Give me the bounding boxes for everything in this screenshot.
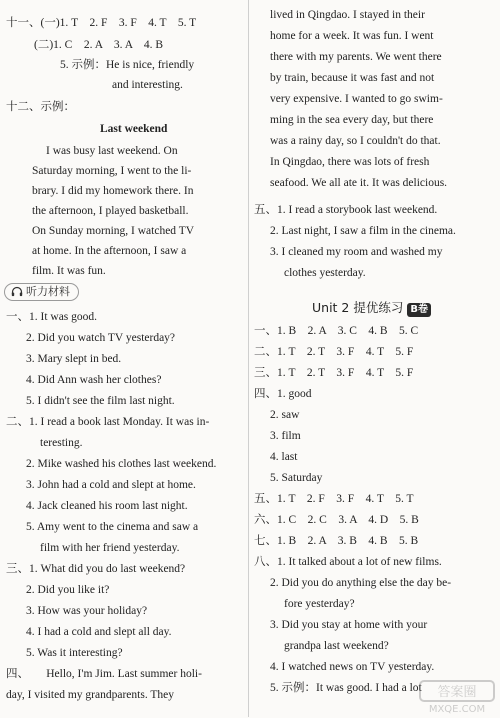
passage-line: In Qingdao, there was lots of fresh — [270, 156, 430, 168]
site-watermark — [418, 679, 496, 715]
script-line: 5. Amy went to the cinema and saw a — [26, 521, 199, 533]
answer-line: 5. 示例：He is nice, friendly — [60, 59, 195, 71]
script-line: 四、 Hello, I'm Jim. Last summer holi- — [6, 668, 202, 680]
script-line: 3. Mary slept in bed. — [26, 353, 122, 365]
answer-line: 3. I cleaned my room and washed my — [270, 246, 443, 258]
watermark-logo-icon — [418, 679, 496, 715]
passage-line: very expensive. I wanted to go swim- — [270, 93, 443, 105]
passage-line: was a rainy day, so I couldn't do that. — [270, 135, 441, 147]
script-line: 5. I didn't see the film last night. — [26, 395, 175, 407]
answer-line: grandpa last weekend? — [284, 640, 389, 652]
answer-line: 2. saw — [270, 409, 300, 421]
answer-line: clothes yesterday. — [284, 267, 366, 279]
answer-line: 5. 示例：It was good. I had a lot — [270, 682, 422, 694]
essay-line: at home. In the afternoon, I saw a — [32, 245, 187, 257]
script-line: 二、1. I read a book last Monday. It was in- — [6, 416, 210, 428]
unit-badge: B卷 — [407, 303, 431, 317]
script-line: 3. John had a cold and slept at home. — [26, 479, 196, 491]
answer-line: and interesting. — [112, 79, 183, 91]
answer-line: 五、1. I read a storybook last weekend. — [254, 204, 438, 216]
answer-line: 八、1. It talked about a lot of new films. — [254, 556, 442, 568]
script-line: film with her friend yesterday. — [40, 542, 180, 554]
answer-line: 四、1. good — [254, 388, 312, 400]
answer-line: 3. film — [270, 430, 301, 442]
answer-line: 七、1. B 2. A 3. B 4. B 5. B — [254, 535, 419, 547]
section-heading: 十二、示例： — [6, 101, 75, 113]
script-line: teresting. — [40, 437, 83, 449]
script-line: 2. Did you watch TV yesterday? — [26, 332, 176, 344]
passage-line: by train, because it was fast and not — [270, 72, 435, 84]
answer-line: 五、1. T 2. F 3. F 4. T 5. T — [254, 493, 414, 505]
answer-line: 2. Did you do anything else the day be- — [270, 577, 452, 589]
listening-label-text: 听力材料 — [26, 285, 70, 298]
answer-line: (二)1. C 2. A 3. A 4. B — [34, 39, 164, 51]
script-line: day, I visited my grandparents. They — [6, 689, 174, 701]
script-line: 4. Did Ann wash her clothes? — [26, 374, 162, 386]
column-divider — [248, 0, 249, 717]
answer-line: 十一、(一)1. T 2. F 3. F 4. T 5. T — [6, 17, 197, 29]
script-line: 4. I had a cold and slept all day. — [26, 626, 172, 638]
essay-line: the afternoon, I played basketball. — [32, 205, 189, 217]
answer-line: 5. Saturday — [270, 472, 323, 484]
unit-title-text: Unit 2 提优练习 — [312, 300, 404, 315]
answer-line: 2. Last night, I saw a film in the cinema. — [270, 225, 456, 237]
script-line: 一、1. It was good. — [6, 311, 98, 323]
script-line: 4. Jack cleaned his room last night. — [26, 500, 188, 512]
essay-line: I was busy last weekend. On — [46, 145, 178, 157]
passage-line: seafood. We all ate it. It was delicious. — [270, 177, 448, 189]
answer-line: fore yesterday? — [284, 598, 355, 610]
script-line: 2. Mike washed his clothes last weekend. — [26, 458, 217, 470]
answer-line: 三、1. T 2. T 3. F 4. T 5. F — [254, 367, 414, 379]
essay-title: Last weekend — [100, 123, 168, 135]
essay-line: On Sunday morning, I watched TV — [32, 225, 195, 237]
passage-line: lived in Qingdao. I stayed in their — [270, 9, 425, 21]
answer-line: 一、1. B 2. A 3. C 4. B 5. C — [254, 325, 419, 337]
script-line: 三、1. What did you do last weekend? — [6, 563, 186, 575]
listening-material-label — [4, 283, 79, 301]
passage-line: home for a week. It was fun. I went — [270, 30, 434, 42]
script-line: 2. Did you like it? — [26, 584, 110, 596]
svg-text:MXQE.COM: MXQE.COM — [428, 704, 486, 715]
answer-line: 4. I watched news on TV yesterday. — [270, 661, 435, 673]
answer-line: 六、1. C 2. C 3. A 4. D 5. B — [254, 514, 419, 526]
headphones-icon — [11, 286, 23, 297]
svg-text:答案圈: 答案圈 — [437, 685, 477, 700]
script-line: 5. Was it interesting? — [26, 647, 123, 659]
passage-line: there with my parents. We went there — [270, 51, 442, 63]
answer-line: 3. Did you stay at home with your — [270, 619, 428, 631]
essay-line: film. It was fun. — [32, 265, 106, 277]
essay-line: Saturday morning, I went to the li- — [32, 165, 192, 177]
answer-line: 4. last — [270, 451, 298, 463]
unit-title — [312, 298, 431, 317]
answer-line: 二、1. T 2. T 3. F 4. T 5. F — [254, 346, 414, 358]
essay-line: brary. I did my homework there. In — [32, 185, 194, 197]
passage-line: ming in the sea every day, but there — [270, 114, 434, 126]
script-line: 3. How was your holiday? — [26, 605, 148, 617]
